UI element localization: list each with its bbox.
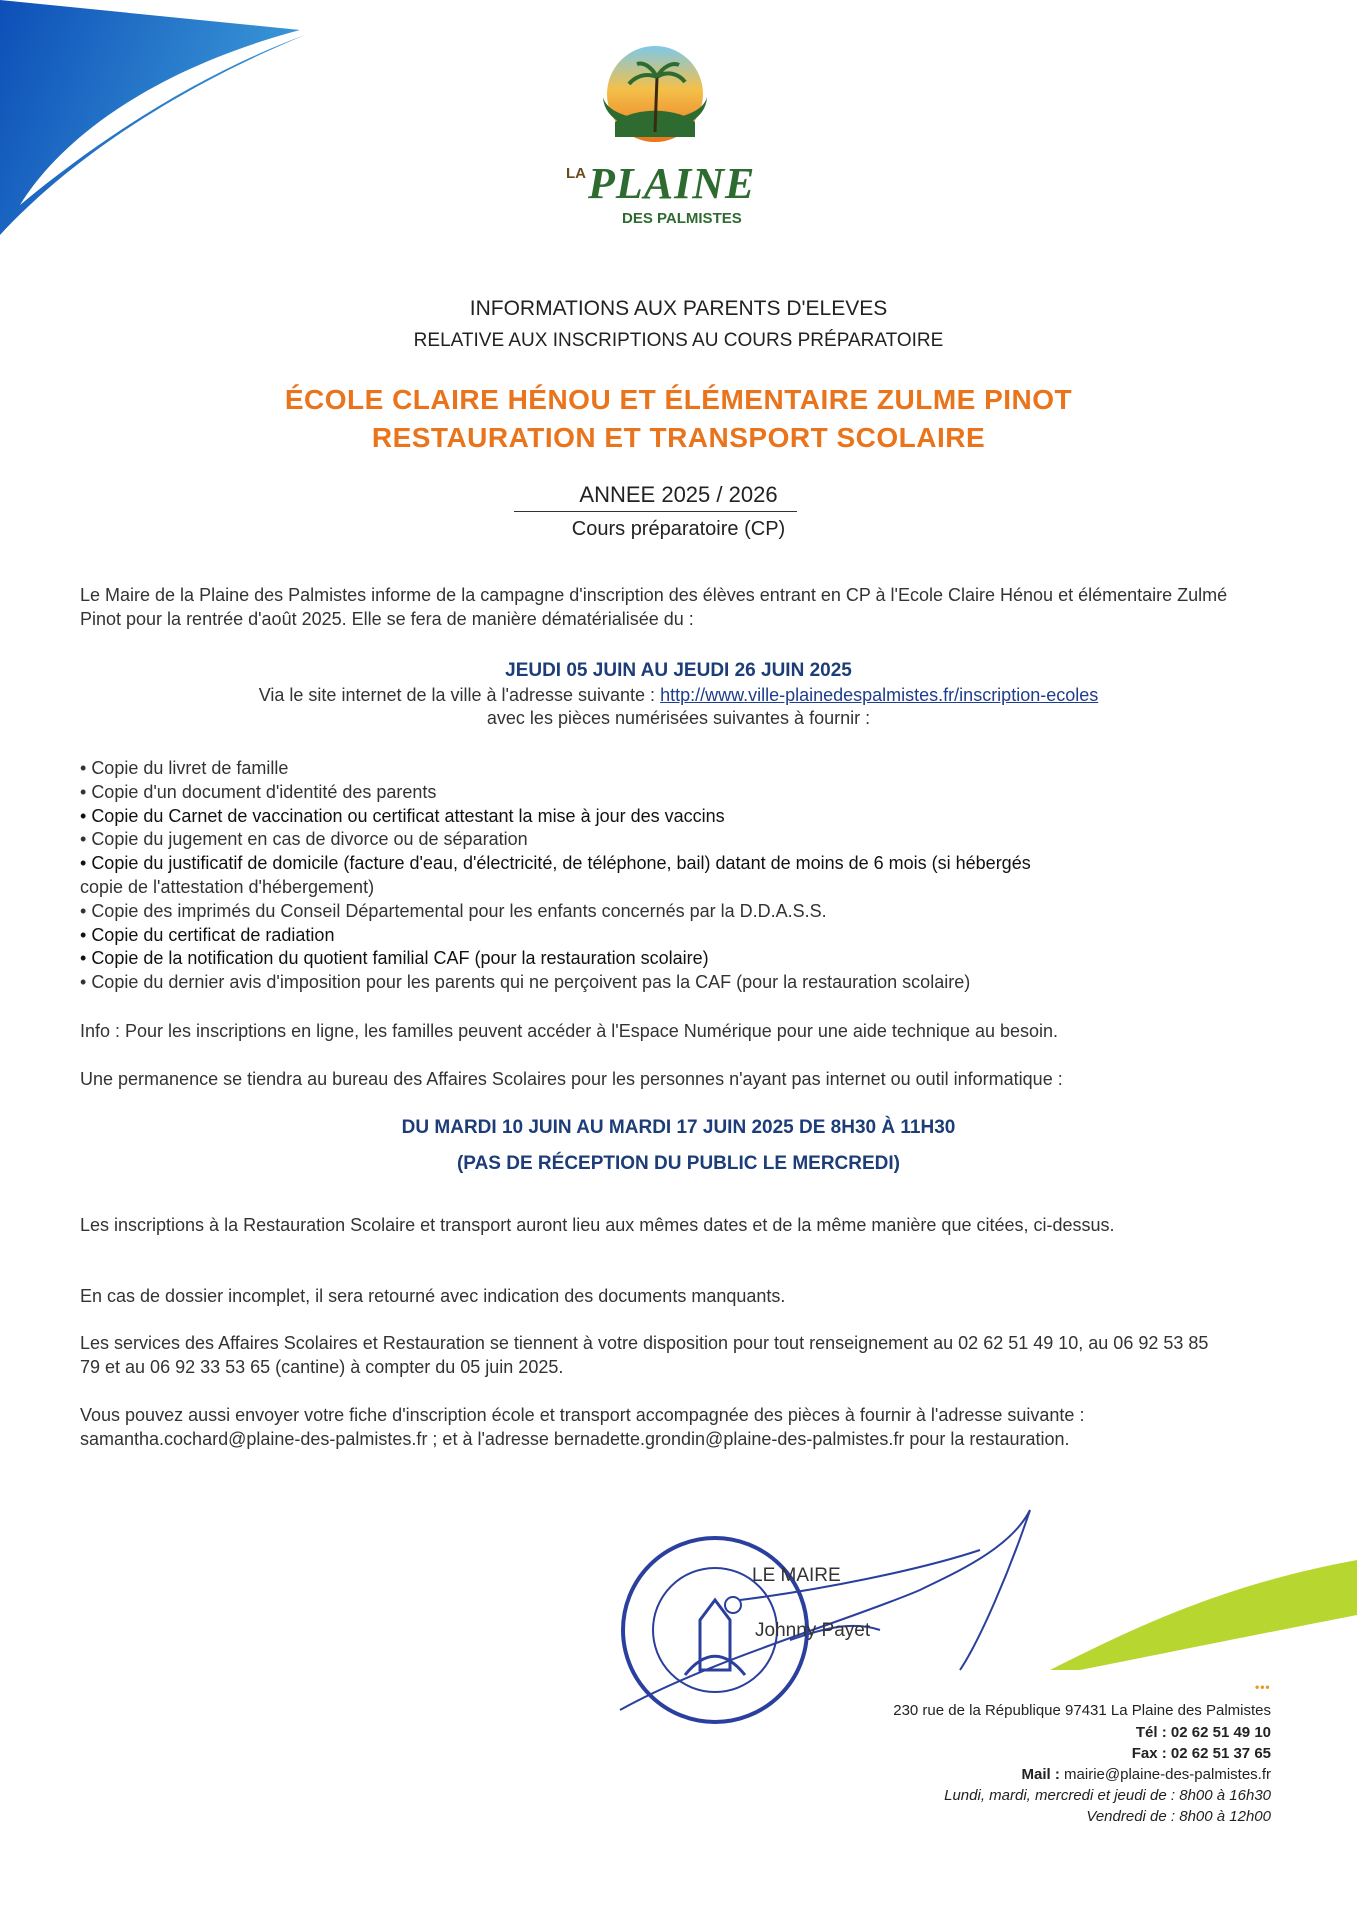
school-title: ÉCOLE CLAIRE HÉNOU ET ÉLÉMENTAIRE ZULME PINOT (284, 384, 1073, 415)
footer-hours-friday: Vendredi de : 8h00 à 12h00 (1086, 1808, 1271, 1825)
permanence-paragraph: Une permanence se tiendra au bureau des Affaires Scolaires pour les personnes n'ayant pas internet ou outil informatique : (80, 1069, 1063, 1089)
list-item: • Copie d'un document d'identité des parents (80, 781, 437, 802)
permanence-dates: DU MARDI 10 JUIN AU MARDI 17 JUIN 2025 DE 8H30 À 11H30 (401, 1117, 956, 1138)
services-contact-paragraph: Les services des Affaires Scolaires et Restauration se tiennent à votre disposition pour tout renseignement au 02 62 51 49 10, au 06 92 53 85 79 et au 06 92 33 53 65 (cantine) à compter du 05 juin 2025. (80, 1333, 1209, 1377)
website-prefix: Via le site internet de la ville à l'adresse suivante : (258, 685, 661, 705)
year-underline (514, 511, 797, 512)
header-line-2: RELATIVE AUX INSCRIPTIONS AU COURS PRÉPARATOIRE (413, 330, 944, 351)
list-item: • Copie du jugement en cas de divorce ou de séparation (80, 829, 528, 850)
list-item: • Copie du dernier avis d'imposition pour les parents qui ne perçoivent pas la CAF (pour la restauration scolaire) (80, 972, 971, 993)
list-item: • Copie du Carnet de vaccination ou certificat attestant la mise à jour des vaccins (80, 805, 725, 826)
documents-list (80, 757, 1240, 995)
header-line-1: INFORMATIONS AUX PARENTS D'ELEVES (469, 297, 888, 320)
blue-swoosh-decoration (0, 0, 320, 260)
green-swoosh-decoration (1050, 1560, 1357, 1670)
mayor-title: LE MAIRE (752, 1565, 841, 1586)
list-item: • Copie du justificatif de domicile (facture d'eau, d'électricité, de téléphone, bail) datant de moins de 6 mois (si hébergés (80, 853, 1031, 874)
footer-address: 230 rue de la République 97431 La Plaine des Palmistes (893, 1702, 1271, 1719)
footer-hours-weekdays: Lundi, mardi, mercredi et jeudi de : 8h00 à 16h30 (944, 1787, 1271, 1804)
services-title: RESTAURATION ET TRANSPORT SCOLAIRE (371, 422, 986, 453)
intro-paragraph: Le Maire de la Plaine des Palmistes informe de la campagne d'inscription des élèves entrant en CP à l'Ecole Claire Hénou et élémentaire Zulmé Pinot pour la rentrée d'août 2025. Elle se fera de manière dématérialisée du : (80, 585, 1228, 629)
list-item-continuation: copie de l'attestation d'hébergement) (80, 876, 375, 897)
school-year: ANNEE 2025 / 2026 (579, 482, 778, 507)
incomplete-file-paragraph: En cas de dossier incomplet, il sera retourné avec indication des documents manquants. (80, 1286, 786, 1306)
no-wednesday-notice: (PAS DE RÉCEPTION DU PUBLIC LE MERCREDI) (456, 1153, 900, 1174)
restauration-paragraph: Les inscriptions à la Restauration Scolaire et transport auront lieu aux mêmes dates et de la même manière que citées, ci-dessus. (80, 1215, 1115, 1235)
email-submission-paragraph: Vous pouvez aussi envoyer votre fiche d'inscription école et transport accompagnée des pièces à fournir à l'adresse suivante : samantha.cochard@plaine-des-palmistes.fr ; et à l'adresse bernadette.grondin@plaine-des-palmistes.fr pour la restauration. (80, 1405, 1085, 1449)
list-item: • Copie de la notification du quotient familial CAF (pour la restauration scolaire) (80, 948, 709, 969)
footer-mail: Mail : mairie@plaine-des-palmistes.fr (1021, 1766, 1271, 1783)
registration-dates: JEUDI 05 JUIN AU JEUDI 26 JUIN 2025 (505, 660, 852, 681)
documents-intro: avec les pièces numérisées suivantes à fournir : (486, 708, 871, 728)
logo-des-palmistes-text: DES PALMISTES (622, 210, 742, 227)
list-item: • Copie du certificat de radiation (80, 924, 335, 945)
website-line (0, 685, 1357, 706)
logo-plaine-text: PLAINE (588, 159, 756, 208)
footer-tel: Tél : 02 62 51 49 10 (1135, 1724, 1271, 1741)
registration-link[interactable]: http://www.ville-plainedespalmistes.fr/inscription-ecoles (660, 685, 1099, 705)
logo-la-text: LA (566, 165, 586, 182)
footer-fax: Fax : 02 62 51 37 65 (1131, 1745, 1271, 1762)
list-item: • Copie des imprimés du Conseil Départemental pour les enfants concernés par la D.D.A.S.S. (80, 900, 827, 921)
info-paragraph: Info : Pour les inscriptions en ligne, les familles peuvent accéder à l'Espace Numérique pour une aide technique au besoin. (80, 1021, 1059, 1041)
class-level: Cours préparatoire (CP) (571, 518, 786, 540)
list-item: • Copie du livret de famille (80, 758, 289, 778)
mayor-name: Johnny Payet (755, 1620, 871, 1641)
dots-decoration: ••• (1255, 1680, 1271, 1694)
